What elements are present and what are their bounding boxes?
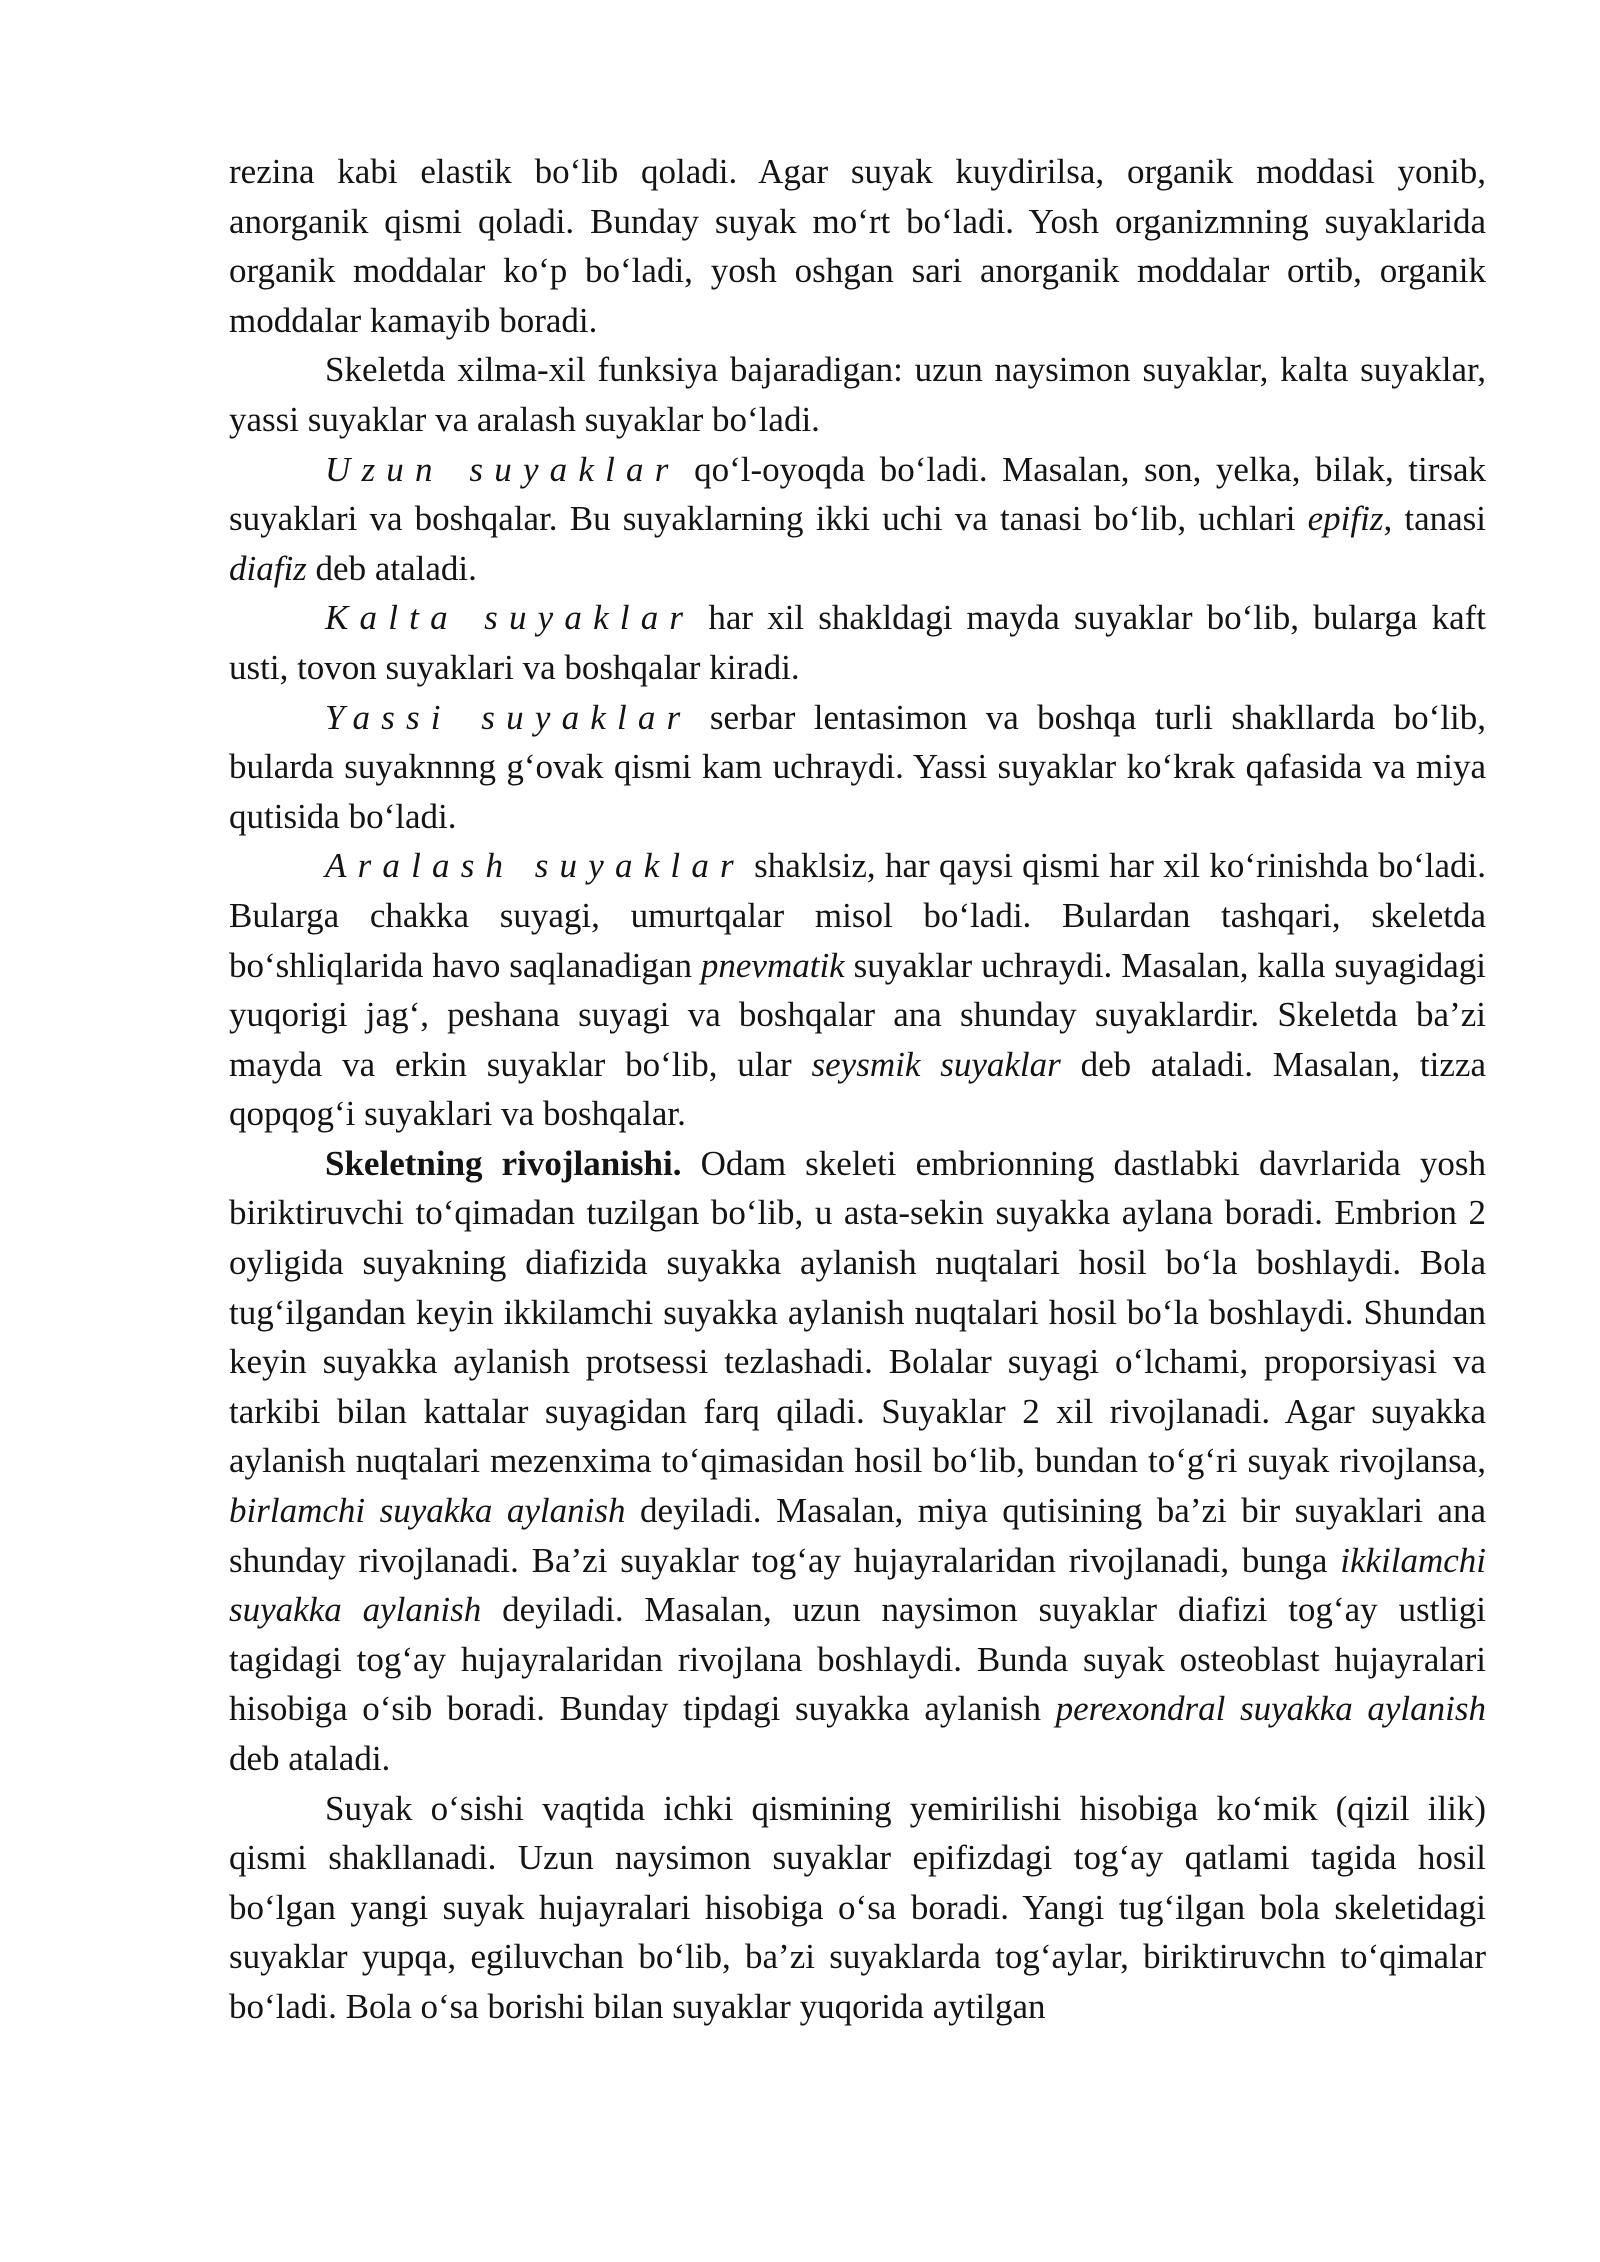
term-primary-ossification: birlamchi suyakka aylanish (229, 1491, 626, 1531)
text-segment: deb ataladi. (229, 1739, 391, 1778)
paragraph-bone-growth: Suyak o‘sishi vaqtida ichki qismining yemirilishi hisobiga ko‘mik (qizil ilik) qismi shakllanadi. Uzun naysimon suyaklar epifizdagi tog‘ay qatlami tagida hosil bo‘lgan yangi suyak hujayralari hisobiga o‘sa boradi. Yangi tug‘ilgan bola skeletidagi suyaklar yupqa, egiluvchan bo‘lib, ba’zi suyaklarda tog‘aylar, biriktiruvchn to‘qimalar bo‘ladi. Bola o‘sa borishi bilan suyaklar yuqorida aytilgan (229, 1788, 1486, 2026)
text-segment: deyiladi. Masalan, uzun naysimon suyaklar diafizi tog‘ay ustligi tagidagi tog‘ay hujayralaridan rivojlana boshlaydi. Bunda suyak osteoblast hujayralari hisobiga o‘sib boradi. Bunday tipdagi suyakka aylanish (229, 1590, 1486, 1729)
term-sesamoid-bones: seysmik suyaklar (811, 1044, 1061, 1084)
document-page (229, 147, 1486, 2032)
text-segment: deb ataladi. (306, 548, 477, 588)
paragraph-mixed-bones (229, 841, 1486, 1139)
paragraph-bone-types: Skeletda xilma-xil funksiya bajaradigan: uzun naysimon suyaklar, kalta suyaklar, yassi suyaklar va aralash suyaklar bo‘ladi. (229, 350, 1486, 439)
term-diaphysis: diafiz (229, 548, 307, 588)
term-mixed-bones: Aralash suyaklar (325, 846, 745, 886)
paragraph-short-bones (229, 593, 1486, 692)
text-segment: har xil shakldagi mayda suyaklar bo‘lib, bularga kaft usti, tovon suyaklari va boshqalar kiradi. (229, 598, 1486, 687)
term-epiphysis: epifiz (1307, 499, 1384, 539)
term-pneumatic: pnevmatik (700, 945, 845, 985)
section-heading: Skeletning rivojlanishi. (325, 1143, 682, 1183)
text-segment: , tanasi (1383, 499, 1486, 539)
term-secondary-ossification: ikkilamchi suyakka aylanish (229, 1540, 1486, 1630)
text-segment: suyaklar uchraydi. Masalan, kalla suyagidagi yuqorigi jag‘, peshana suyagi va boshqalar ana shunday suyaklardir. Skeletda ba’zi mayda va erkin suyaklar bo‘lib, ular (229, 945, 1486, 1084)
term-long-bones: Uzun suyaklar (325, 449, 680, 489)
text-segment: qo‘l-oyoqda bo‘ladi. Masalan, son, yelka, bilak, tirsak suyaklari va boshqalar. Bu suyaklarning ikki uchi va tanasi bo‘lib, uchlari (229, 449, 1487, 539)
paragraph-long-bones (229, 445, 1486, 594)
term-flat-bones: Yassi suyaklar (325, 697, 692, 737)
term-perichondral-ossification: perexondral suyakka aylanish (1055, 1689, 1486, 1729)
paragraph-continuation: rezina kabi elastik bo‘lib qoladi. Agar suyak kuydirilsa, organik moddasi yonib, anorganik qismi qoladi. Bunday suyak mo‘rt bo‘ladi. Yosh organizmning suyaklarida organik moddalar ko‘p bo‘ladi, yosh oshgan sari anorganik moddalar ortib, organik moddalar kamayib boradi. (229, 152, 1486, 340)
text-segment: deb ataladi. Masalan, tizza qopqog‘i suyaklari va boshqalar. (229, 1044, 1486, 1134)
text-segment: Odam skeleti embrionning dastlabki davrlarida yosh biriktiruvchi to‘qimadan tuzilgan bo‘lib, u asta-sekin suyakka aylana boradi. Embrion 2 oyligida suyakning diafizida suyakka aylanish nuqtalari hosil bo‘la boshlaydi. Bola tug‘ilgandan keyin ikkilamchi suyakka aylanish nuqtalari hosil bo‘la boshlaydi. Shundan keyin suyakka aylanish protsessi tezlashadi. Bolalar suyagi o‘lchami, proporsiyasi va tarkibi bilan kattalar suyagidan farq qiladi. Suyaklar 2 xil rivojlanadi. Agar suyakka aylanish nuqtalari mezenxima to‘qimasidan hosil bo‘lib, bundan to‘g‘ri suyak rivojlansa, (229, 1143, 1487, 1481)
paragraph-flat-bones (229, 693, 1486, 842)
paragraph-skeleton-development (229, 1139, 1486, 1784)
text-segment: shaklsiz, har qaysi qismi har xil ko‘rinishda bo‘ladi. Bularga chakka suyagi, umurtqalar misol bo‘ladi. Bulardan tashqari, skeletda bo‘shliqlarida havo saqlanadigan (229, 846, 1486, 985)
term-short-bones: Kalta suyaklar (325, 598, 695, 638)
text-segment: serbar lentasimon va boshqa turli shakllarda bo‘lib, bularda suyaknnng g‘ovak qismi kam uchraydi. Yassi suyaklar ko‘krak qafasida va miya qutisida bo‘ladi. (229, 697, 1486, 836)
text-segment: deyiladi. Masalan, miya qutisining ba’zi bir suyaklari ana shunday rivojlanadi. Ba’zi suyaklar tog‘ay hujayralaridan rivojlanadi, bunga (229, 1491, 1486, 1580)
